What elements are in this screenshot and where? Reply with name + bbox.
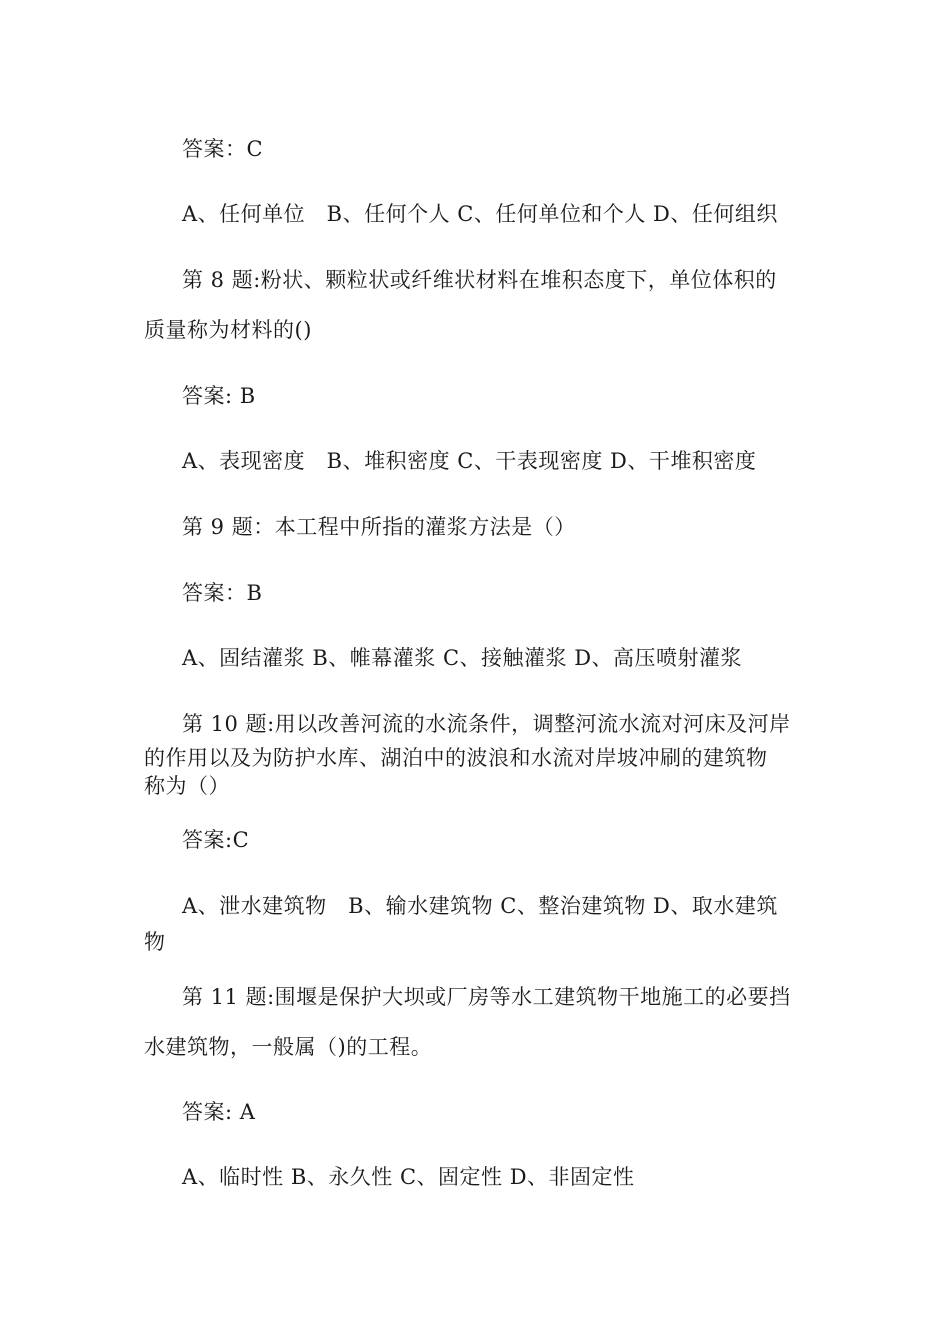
question-10-line2: 的作用以及为防护水库、湖泊中的波浪和水流对岸坡冲刷的建筑物 <box>144 746 768 770</box>
options-q7: A、任何单位 B、任何个人 C、任何单位和个人 D、任何组织 <box>182 202 778 226</box>
options-q8: A、表现密度 B、堆积密度 C、干表现密度 D、干堆积密度 <box>182 449 757 473</box>
question-10-line3: 称为（） <box>144 774 230 798</box>
answer-q11: 答案: A <box>182 1100 256 1124</box>
question-8-line2: 质量称为材料的() <box>144 318 312 342</box>
question-11-line2: 水建筑物，一般属（)的工程。 <box>144 1035 433 1059</box>
options-q11: A、临时性 B、永久性 C、固定性 D、非固定性 <box>182 1165 635 1189</box>
question-11-line1: 第 11 题:围堰是保护大坝或厂房等水工建筑物干地施工的必要挡 <box>182 985 791 1009</box>
options-q10-line1: A、泄水建筑物 B、输水建筑物 C、整治建筑物 D、取水建筑 <box>182 894 778 918</box>
answer-q8: 答案: B <box>182 384 256 408</box>
options-q9: A、固结灌浆 B、帷幕灌浆 C、接触灌浆 D、高压喷射灌浆 <box>182 646 743 670</box>
answer-q7: 答案：C <box>182 137 264 161</box>
question-10-line1: 第 10 题:用以改善河流的水流条件，调整河流水流对河床及河岸 <box>182 712 791 736</box>
answer-q10: 答案:C <box>182 828 250 852</box>
question-8-line1: 第 8 题:粉状、颗粒状或纤维状材料在堆积态度下，单位体积的 <box>182 268 777 292</box>
question-9: 第 9 题：本工程中所指的灌浆方法是（） <box>182 515 576 539</box>
answer-q9: 答案：B <box>182 581 263 605</box>
options-q10-line2: 物 <box>144 930 166 954</box>
